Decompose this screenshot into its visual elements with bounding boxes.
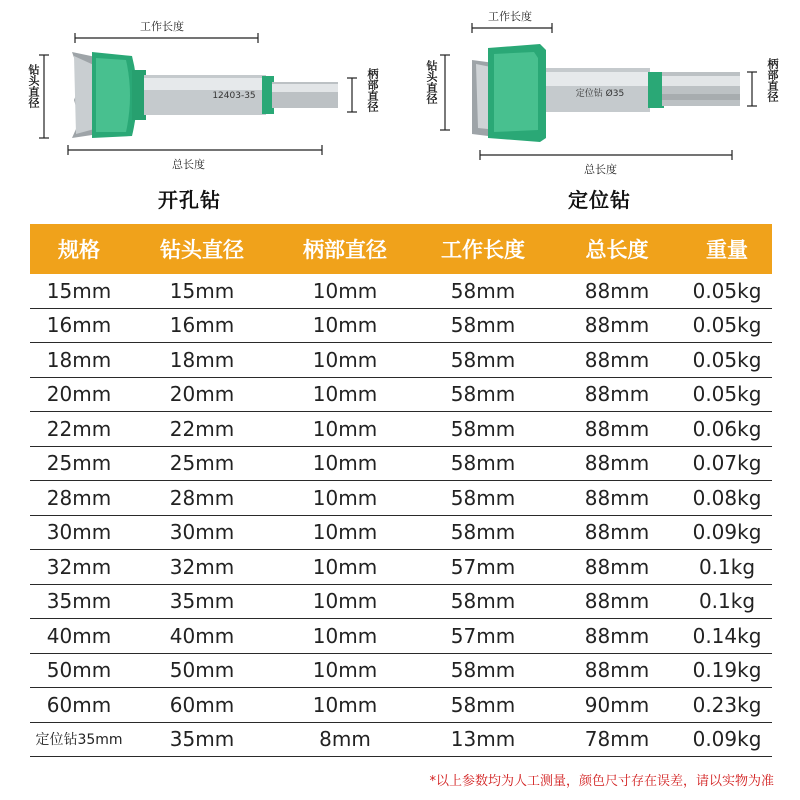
table-row	[30, 412, 772, 447]
cell-shank-diameter: 10mm	[312, 451, 378, 476]
hole-saw-illustration	[0, 0, 400, 220]
cell-weight: 0.23kg	[692, 692, 762, 717]
table-row	[30, 516, 772, 551]
spec-table	[30, 224, 772, 757]
cell-total-length: 88mm	[584, 416, 650, 441]
table-row	[30, 378, 772, 413]
cell-spec: 50mm	[46, 658, 112, 683]
cell-shank-diameter: 10mm	[312, 623, 378, 648]
cell-spec: 32mm	[46, 554, 112, 579]
table-row	[30, 309, 772, 344]
cell-spec: 22mm	[46, 416, 112, 441]
cell-weight: 0.1kg	[698, 554, 756, 579]
cell-weight: 0.07kg	[692, 451, 762, 476]
cell-spec: 定位钻35mm	[35, 732, 123, 749]
cell-bit-diameter: 50mm	[169, 658, 235, 683]
working-length-label: 工作长度	[488, 10, 532, 23]
cell-shank-diameter: 10mm	[312, 278, 378, 303]
cell-shank-diameter: 10mm	[312, 347, 378, 372]
cell-weight: 0.09kg	[692, 520, 762, 545]
cell-working-length: 13mm	[450, 727, 516, 752]
cell-working-length: 58mm	[450, 692, 516, 717]
cell-total-length: 88mm	[584, 451, 650, 476]
cell-total-length: 88mm	[584, 382, 650, 407]
table-row	[30, 585, 772, 620]
bit-diameter-label: 钻头直径	[425, 60, 438, 104]
cell-weight: 0.05kg	[692, 347, 762, 372]
cell-total-length: 78mm	[584, 727, 650, 752]
cell-shank-diameter: 10mm	[312, 416, 378, 441]
table-row	[30, 619, 772, 654]
header-spec: 规格	[58, 238, 100, 262]
table-row	[30, 723, 772, 758]
cell-spec: 40mm	[46, 623, 112, 648]
header-weight: 重量	[706, 238, 748, 262]
disclaimer-note: *以上参数均为人工测量，颜色尺寸存在误差，请以实物为准	[429, 774, 774, 789]
cell-bit-diameter: 15mm	[169, 278, 235, 303]
cell-spec: 35mm	[46, 589, 112, 614]
cell-weight: 0.14kg	[692, 623, 762, 648]
cell-total-length: 90mm	[584, 692, 650, 717]
cell-bit-diameter: 16mm	[169, 313, 235, 338]
cell-spec: 30mm	[46, 520, 112, 545]
locating-drill-title: 定位钻	[568, 188, 631, 212]
cell-spec: 25mm	[46, 451, 112, 476]
cell-total-length: 88mm	[584, 278, 650, 303]
table-header	[30, 224, 772, 274]
cell-bit-diameter: 25mm	[169, 451, 235, 476]
cell-working-length: 58mm	[450, 416, 516, 441]
cell-bit-diameter: 60mm	[169, 692, 235, 717]
cell-bit-diameter: 28mm	[169, 485, 235, 510]
cell-bit-diameter: 35mm	[169, 727, 235, 752]
shank-diameter-label: 柄部直径	[366, 68, 379, 112]
shank-diameter-label: 柄部直径	[766, 58, 779, 102]
cell-spec: 18mm	[46, 347, 112, 372]
cell-working-length: 57mm	[450, 554, 516, 579]
cell-total-length: 88mm	[584, 623, 650, 648]
table-row	[30, 274, 772, 309]
cell-weight: 0.05kg	[692, 278, 762, 303]
cell-spec: 20mm	[46, 382, 112, 407]
bit-diameter-label: 钻头直径	[27, 64, 40, 108]
table-row	[30, 688, 772, 723]
cell-working-length: 58mm	[450, 520, 516, 545]
cell-working-length: 58mm	[450, 382, 516, 407]
cell-total-length: 88mm	[584, 313, 650, 338]
cell-weight: 0.19kg	[692, 658, 762, 683]
total-length-label: 总长度	[172, 158, 205, 171]
cell-spec: 60mm	[46, 692, 112, 717]
header-bit-diameter: 钻头直径	[160, 238, 244, 262]
working-length-label: 工作长度	[140, 20, 184, 33]
cell-weight: 0.05kg	[692, 382, 762, 407]
cell-bit-diameter: 32mm	[169, 554, 235, 579]
table-row	[30, 447, 772, 482]
cell-total-length: 88mm	[584, 589, 650, 614]
cell-shank-diameter: 10mm	[312, 692, 378, 717]
header-total-length: 总长度	[585, 238, 649, 262]
cell-shank-diameter: 8mm	[319, 727, 371, 752]
cell-shank-diameter: 10mm	[312, 589, 378, 614]
cell-bit-diameter: 22mm	[169, 416, 235, 441]
cell-shank-diameter: 10mm	[312, 313, 378, 338]
cell-working-length: 58mm	[450, 589, 516, 614]
cell-total-length: 88mm	[584, 658, 650, 683]
cell-spec: 16mm	[46, 313, 112, 338]
cell-weight: 0.09kg	[692, 727, 762, 752]
cell-total-length: 88mm	[584, 485, 650, 510]
cell-spec: 28mm	[46, 485, 112, 510]
cell-shank-diameter: 10mm	[312, 485, 378, 510]
cell-bit-diameter: 35mm	[169, 589, 235, 614]
cell-working-length: 58mm	[450, 347, 516, 372]
cell-bit-diameter: 20mm	[169, 382, 235, 407]
cell-total-length: 88mm	[584, 520, 650, 545]
table-row	[30, 343, 772, 378]
cell-weight: 0.08kg	[692, 485, 762, 510]
hole-saw-title: 开孔钻	[158, 188, 221, 212]
table-body	[30, 274, 772, 757]
cell-shank-diameter: 10mm	[312, 382, 378, 407]
cell-working-length: 58mm	[450, 451, 516, 476]
header-shank-diameter: 柄部直径	[303, 238, 387, 262]
cell-working-length: 58mm	[450, 658, 516, 683]
cell-bit-diameter: 18mm	[169, 347, 235, 372]
cell-working-length: 58mm	[450, 485, 516, 510]
cell-total-length: 88mm	[584, 554, 650, 579]
svg-text:12403-35: 12403-35	[212, 91, 256, 101]
cell-working-length: 57mm	[450, 623, 516, 648]
cell-shank-diameter: 10mm	[312, 658, 378, 683]
shaft-engraving: 定位钻 Ø35	[575, 89, 625, 99]
total-length-label: 总长度	[584, 163, 617, 176]
cell-spec: 15mm	[46, 278, 112, 303]
cell-working-length: 58mm	[450, 313, 516, 338]
cell-shank-diameter: 10mm	[312, 554, 378, 579]
cell-working-length: 58mm	[450, 278, 516, 303]
cell-weight: 0.1kg	[698, 589, 756, 614]
table-row	[30, 550, 772, 585]
cell-shank-diameter: 10mm	[312, 520, 378, 545]
cell-total-length: 88mm	[584, 347, 650, 372]
cell-bit-diameter: 40mm	[169, 623, 235, 648]
cell-weight: 0.05kg	[692, 313, 762, 338]
locating-drill-illustration	[400, 0, 800, 220]
header-working-length: 工作长度	[441, 238, 525, 262]
cell-bit-diameter: 30mm	[169, 520, 235, 545]
table-row	[30, 654, 772, 689]
cell-weight: 0.06kg	[692, 416, 762, 441]
table-row	[30, 481, 772, 516]
